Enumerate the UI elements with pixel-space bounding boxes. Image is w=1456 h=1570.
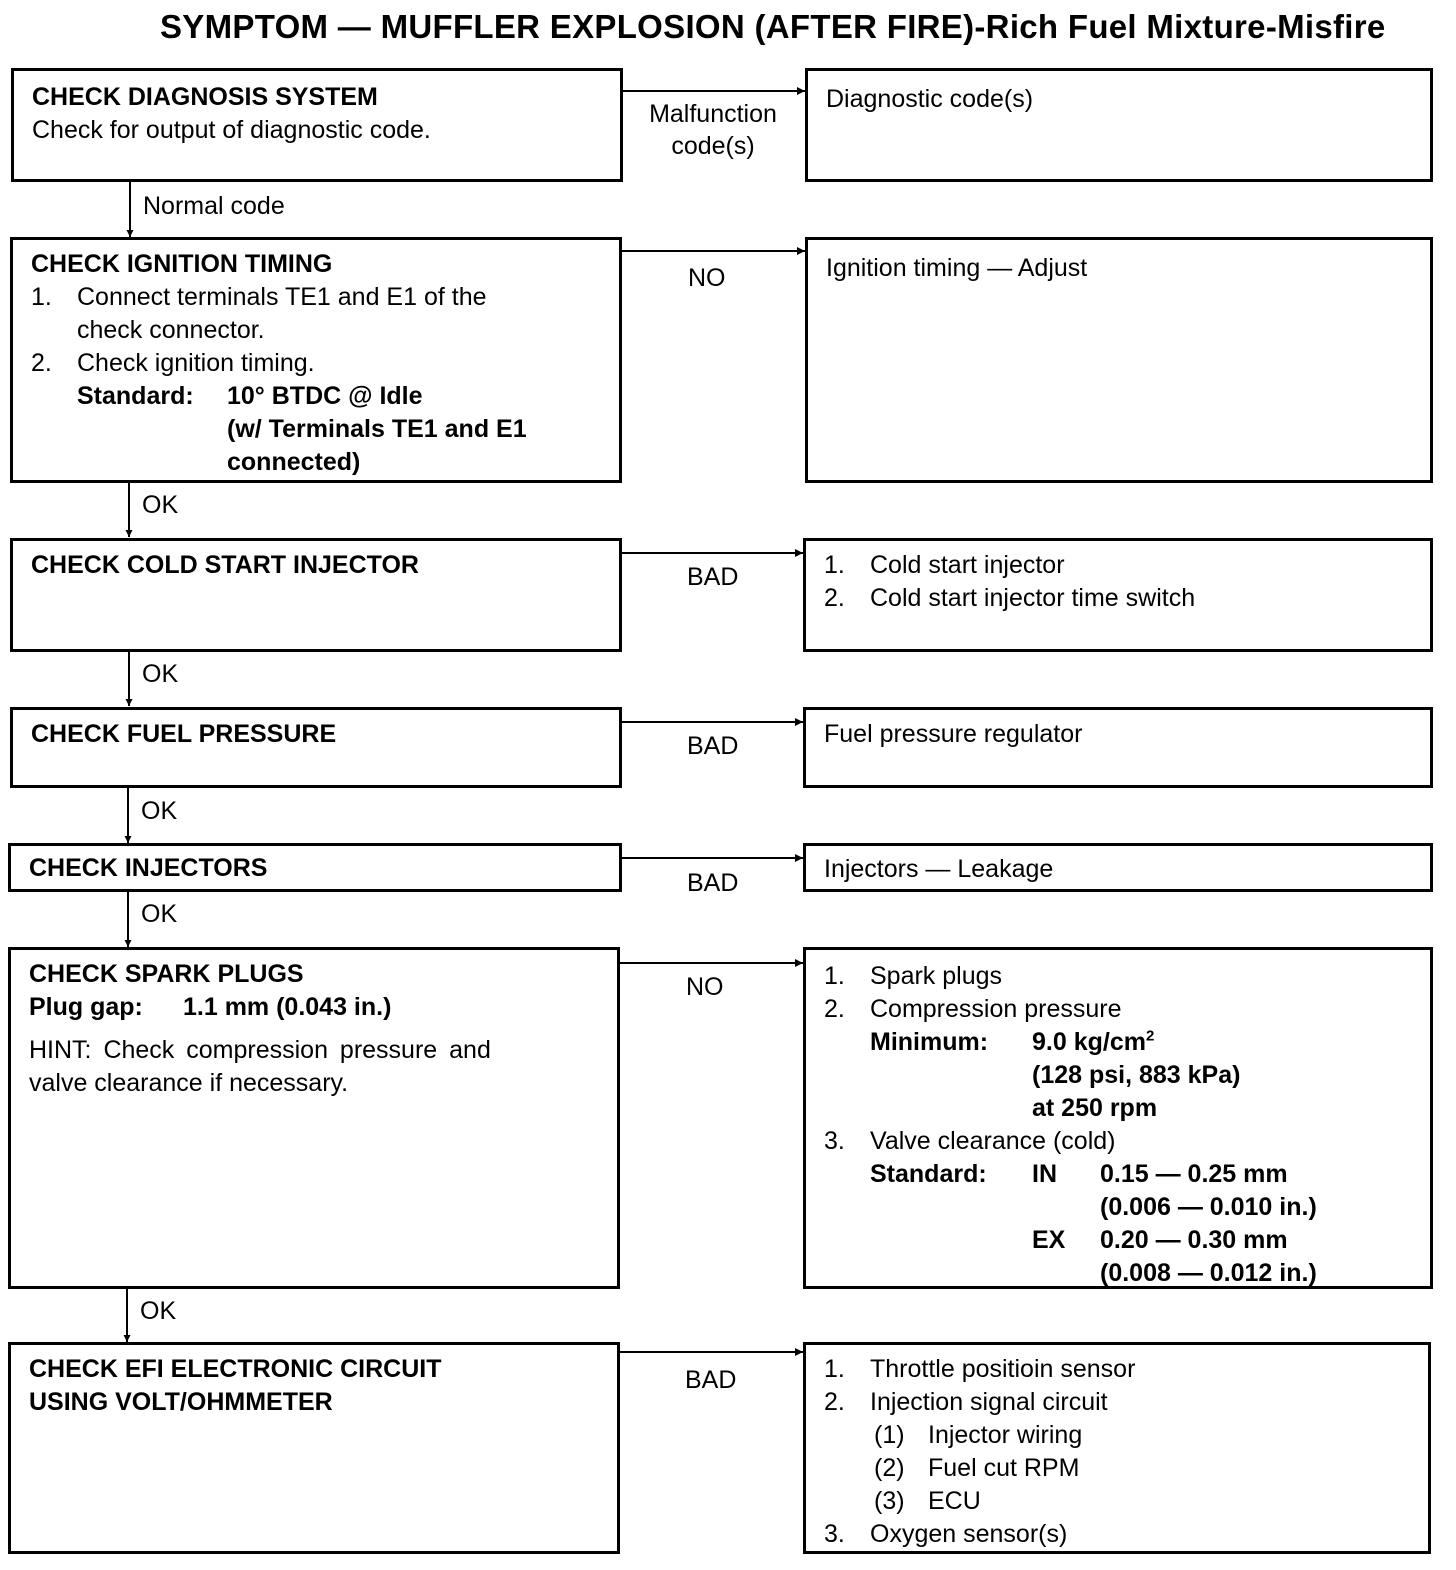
- step-heading: USING VOLT/OHMMETER: [29, 1388, 333, 1416]
- result-line: (1) Injector wiring: [874, 1421, 1083, 1449]
- result-line: 2. Compression pressure: [824, 995, 1122, 1023]
- result-line: 3. Valve clearance (cold): [824, 1127, 1116, 1155]
- spec-line: (0.008 — 0.012 in.): [1100, 1259, 1317, 1287]
- step-heading: CHECK INJECTORS: [29, 854, 268, 882]
- spec-line: connected): [227, 448, 361, 476]
- step-body-line: 1. Connect terminals TE1 and E1 of the: [31, 283, 487, 311]
- step-body-line: Check for output of diagnostic code.: [32, 116, 431, 144]
- result-line: 1. Spark plugs: [824, 962, 1003, 990]
- result-cold-start-box: [803, 538, 1433, 652]
- result-line: 2. Injection signal circuit: [824, 1388, 1108, 1416]
- step-check-spark-plugs-box: [8, 947, 620, 1289]
- result-line: 1. Cold start injector: [824, 551, 1065, 579]
- step-body-line: 2. Check ignition timing.: [31, 349, 315, 377]
- spec-line: Standard: 10° BTDC @ Idle: [77, 382, 423, 410]
- spec-line: Minimum: 9.0 $kg/cm^2$: [870, 1027, 1155, 1056]
- result-line: Ignition timing — Adjust: [826, 254, 1088, 282]
- fail-label: BAD: [685, 1366, 737, 1394]
- result-efi-box: [803, 1342, 1431, 1554]
- step-check-diagnosis-box: [11, 68, 623, 182]
- page-title: SYMPTOM — MUFFLER EXPLOSION (AFTER FIRE)-Rich Fuel Mixture-Misfire: [160, 8, 1386, 45]
- result-line: 2. Cold start injector time switch: [824, 584, 1196, 612]
- result-injectors-box: [803, 843, 1433, 892]
- fail-label: BAD: [687, 869, 739, 897]
- fail-label: NO: [688, 264, 726, 292]
- hint-line: HINT: Check compression pressure and: [29, 1036, 491, 1064]
- fail-label: BAD: [687, 732, 739, 760]
- step-heading: CHECK SPARK PLUGS: [29, 960, 304, 988]
- result-line: Injectors — Leakage: [824, 855, 1054, 883]
- pass-label: OK: [141, 797, 178, 825]
- step-check-fuel-pressure-box: [10, 707, 622, 788]
- pass-label: OK: [142, 660, 179, 688]
- result-line: 3. Oxygen sensor(s): [824, 1520, 1068, 1548]
- step-check-injectors-box: [8, 843, 622, 892]
- pass-label: OK: [140, 1297, 177, 1325]
- spec-line: Standard: IN 0.15 — 0.25 mm: [870, 1160, 1288, 1188]
- step-check-efi-box: [8, 1342, 620, 1554]
- result-diagnostic-codes-box: [805, 68, 1433, 182]
- pass-label: OK: [142, 491, 179, 519]
- result-spark-plugs-box: [803, 947, 1433, 1289]
- result-line: Diagnostic code(s): [826, 85, 1034, 113]
- step-heading: CHECK IGNITION TIMING: [31, 250, 333, 278]
- spec-line: Plug gap: 1.1 mm (0.043 in.): [29, 993, 392, 1021]
- hint-line: valve clearance if necessary.: [29, 1069, 349, 1097]
- step-body-line: check connector.: [77, 316, 265, 344]
- step-heading: CHECK COLD START INJECTOR: [31, 551, 419, 579]
- step-check-ignition-box: [10, 237, 622, 483]
- spec-line: (128 psi, 883 kPa): [1032, 1061, 1241, 1089]
- spec-line: EX 0.20 — 0.30 mm: [1032, 1226, 1288, 1254]
- spec-line: (0.006 — 0.010 in.): [1100, 1193, 1317, 1221]
- step-heading: CHECK DIAGNOSIS SYSTEM: [32, 83, 378, 111]
- step-heading: CHECK FUEL PRESSURE: [31, 720, 337, 748]
- result-ignition-box: [805, 237, 1433, 483]
- result-line: 1. Throttle positioin sensor: [824, 1355, 1136, 1383]
- result-line: (2) Fuel cut RPM: [874, 1454, 1080, 1482]
- step-heading: CHECK EFI ELECTRONIC CIRCUIT: [29, 1355, 442, 1383]
- fail-label: BAD: [687, 563, 739, 591]
- step-check-cold-start-box: [10, 538, 622, 652]
- fail-label: NO: [686, 973, 724, 1001]
- result-line: Fuel pressure regulator: [824, 720, 1083, 748]
- pass-label: OK: [141, 900, 178, 928]
- spec-line: (w/ Terminals TE1 and E1: [227, 415, 527, 443]
- spec-line: at 250 rpm: [1032, 1094, 1158, 1122]
- pass-label: Normal code: [143, 192, 285, 220]
- result-line: (3) ECU: [874, 1487, 981, 1515]
- fail-label: Malfunction code(s): [649, 100, 777, 160]
- result-fuel-pressure-box: [803, 707, 1433, 788]
